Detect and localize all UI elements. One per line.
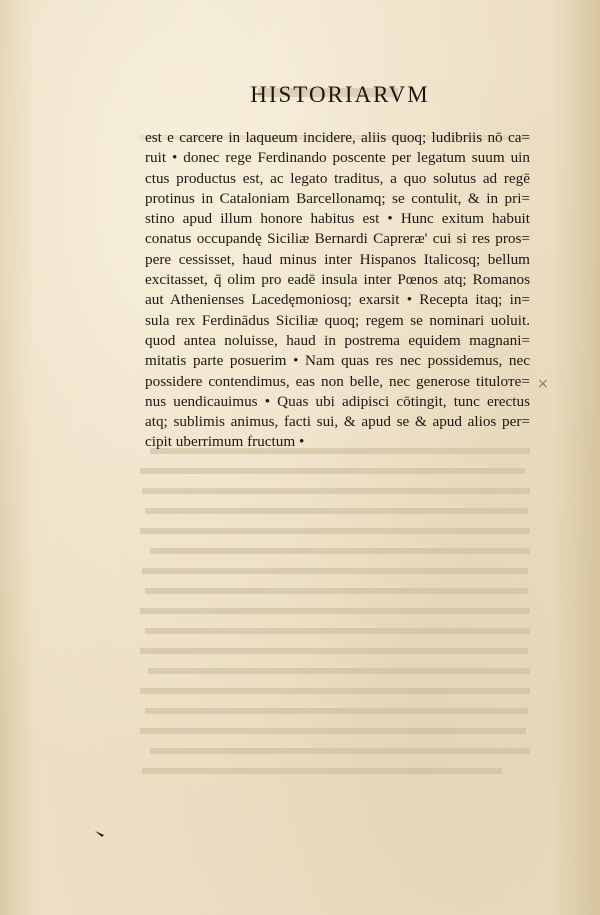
text-line: excitasset, q̄ olim pro eadē insula inter Pœnos atq; Romanos xyxy=(145,271,530,289)
text-line: conatus occupandę Siciliæ Bernardi Capreræ' cui si res pros= xyxy=(145,230,530,248)
text-line: atq; sublimis animus, facti sui, & apud se & apud alios per= xyxy=(145,413,530,431)
text-line last-line: cipit uberrimum fructum • xyxy=(145,433,305,451)
body-text xyxy=(145,128,530,453)
text-line: pere cessisset, haud minus inter Hispanos Italicosq; bellum xyxy=(145,250,530,268)
text-line: possidere contendimus, eas non belle, nec generose tituloте= xyxy=(145,372,530,390)
text-line: mitatis parte posuerim • Nam quas res nec possidemus, nec xyxy=(145,352,530,370)
text-line: quod antea noluisse, haud in postrema equidem magnani= xyxy=(145,331,530,349)
text-line: aut Athenienses Lacedęmoniosq; exarsit • Recepta itaq; in= xyxy=(145,291,530,309)
text-line: stino apud illum honore habitus est • Hunc exitum habuit xyxy=(145,210,530,228)
running-head xyxy=(0,82,600,108)
ink-speck xyxy=(95,831,104,837)
text-line: est e carcere in laqueum incidere, aliis quoq; ludibriis nō ca= xyxy=(145,129,530,146)
text-line: ruit • donec rege Ferdinando poscente per legatum suum uin xyxy=(145,149,530,167)
text-line: sula rex Ferdinādus Siciliæ quoq; regem se nominari uoluit. xyxy=(145,311,530,329)
text-line: protinus in Cataloniam Barcellonamq; se contulit, & in pri= xyxy=(145,189,530,207)
running-head-text: HISTORIARVM xyxy=(250,82,430,107)
text-line: ctus productus est, ac legato traditus, a quo solutus ad regē xyxy=(145,169,530,187)
text-line: nus uendicauimus • Quas ubi adipisci cōtingit, tunc erectus xyxy=(145,392,530,410)
margin-mark: × xyxy=(537,376,549,392)
